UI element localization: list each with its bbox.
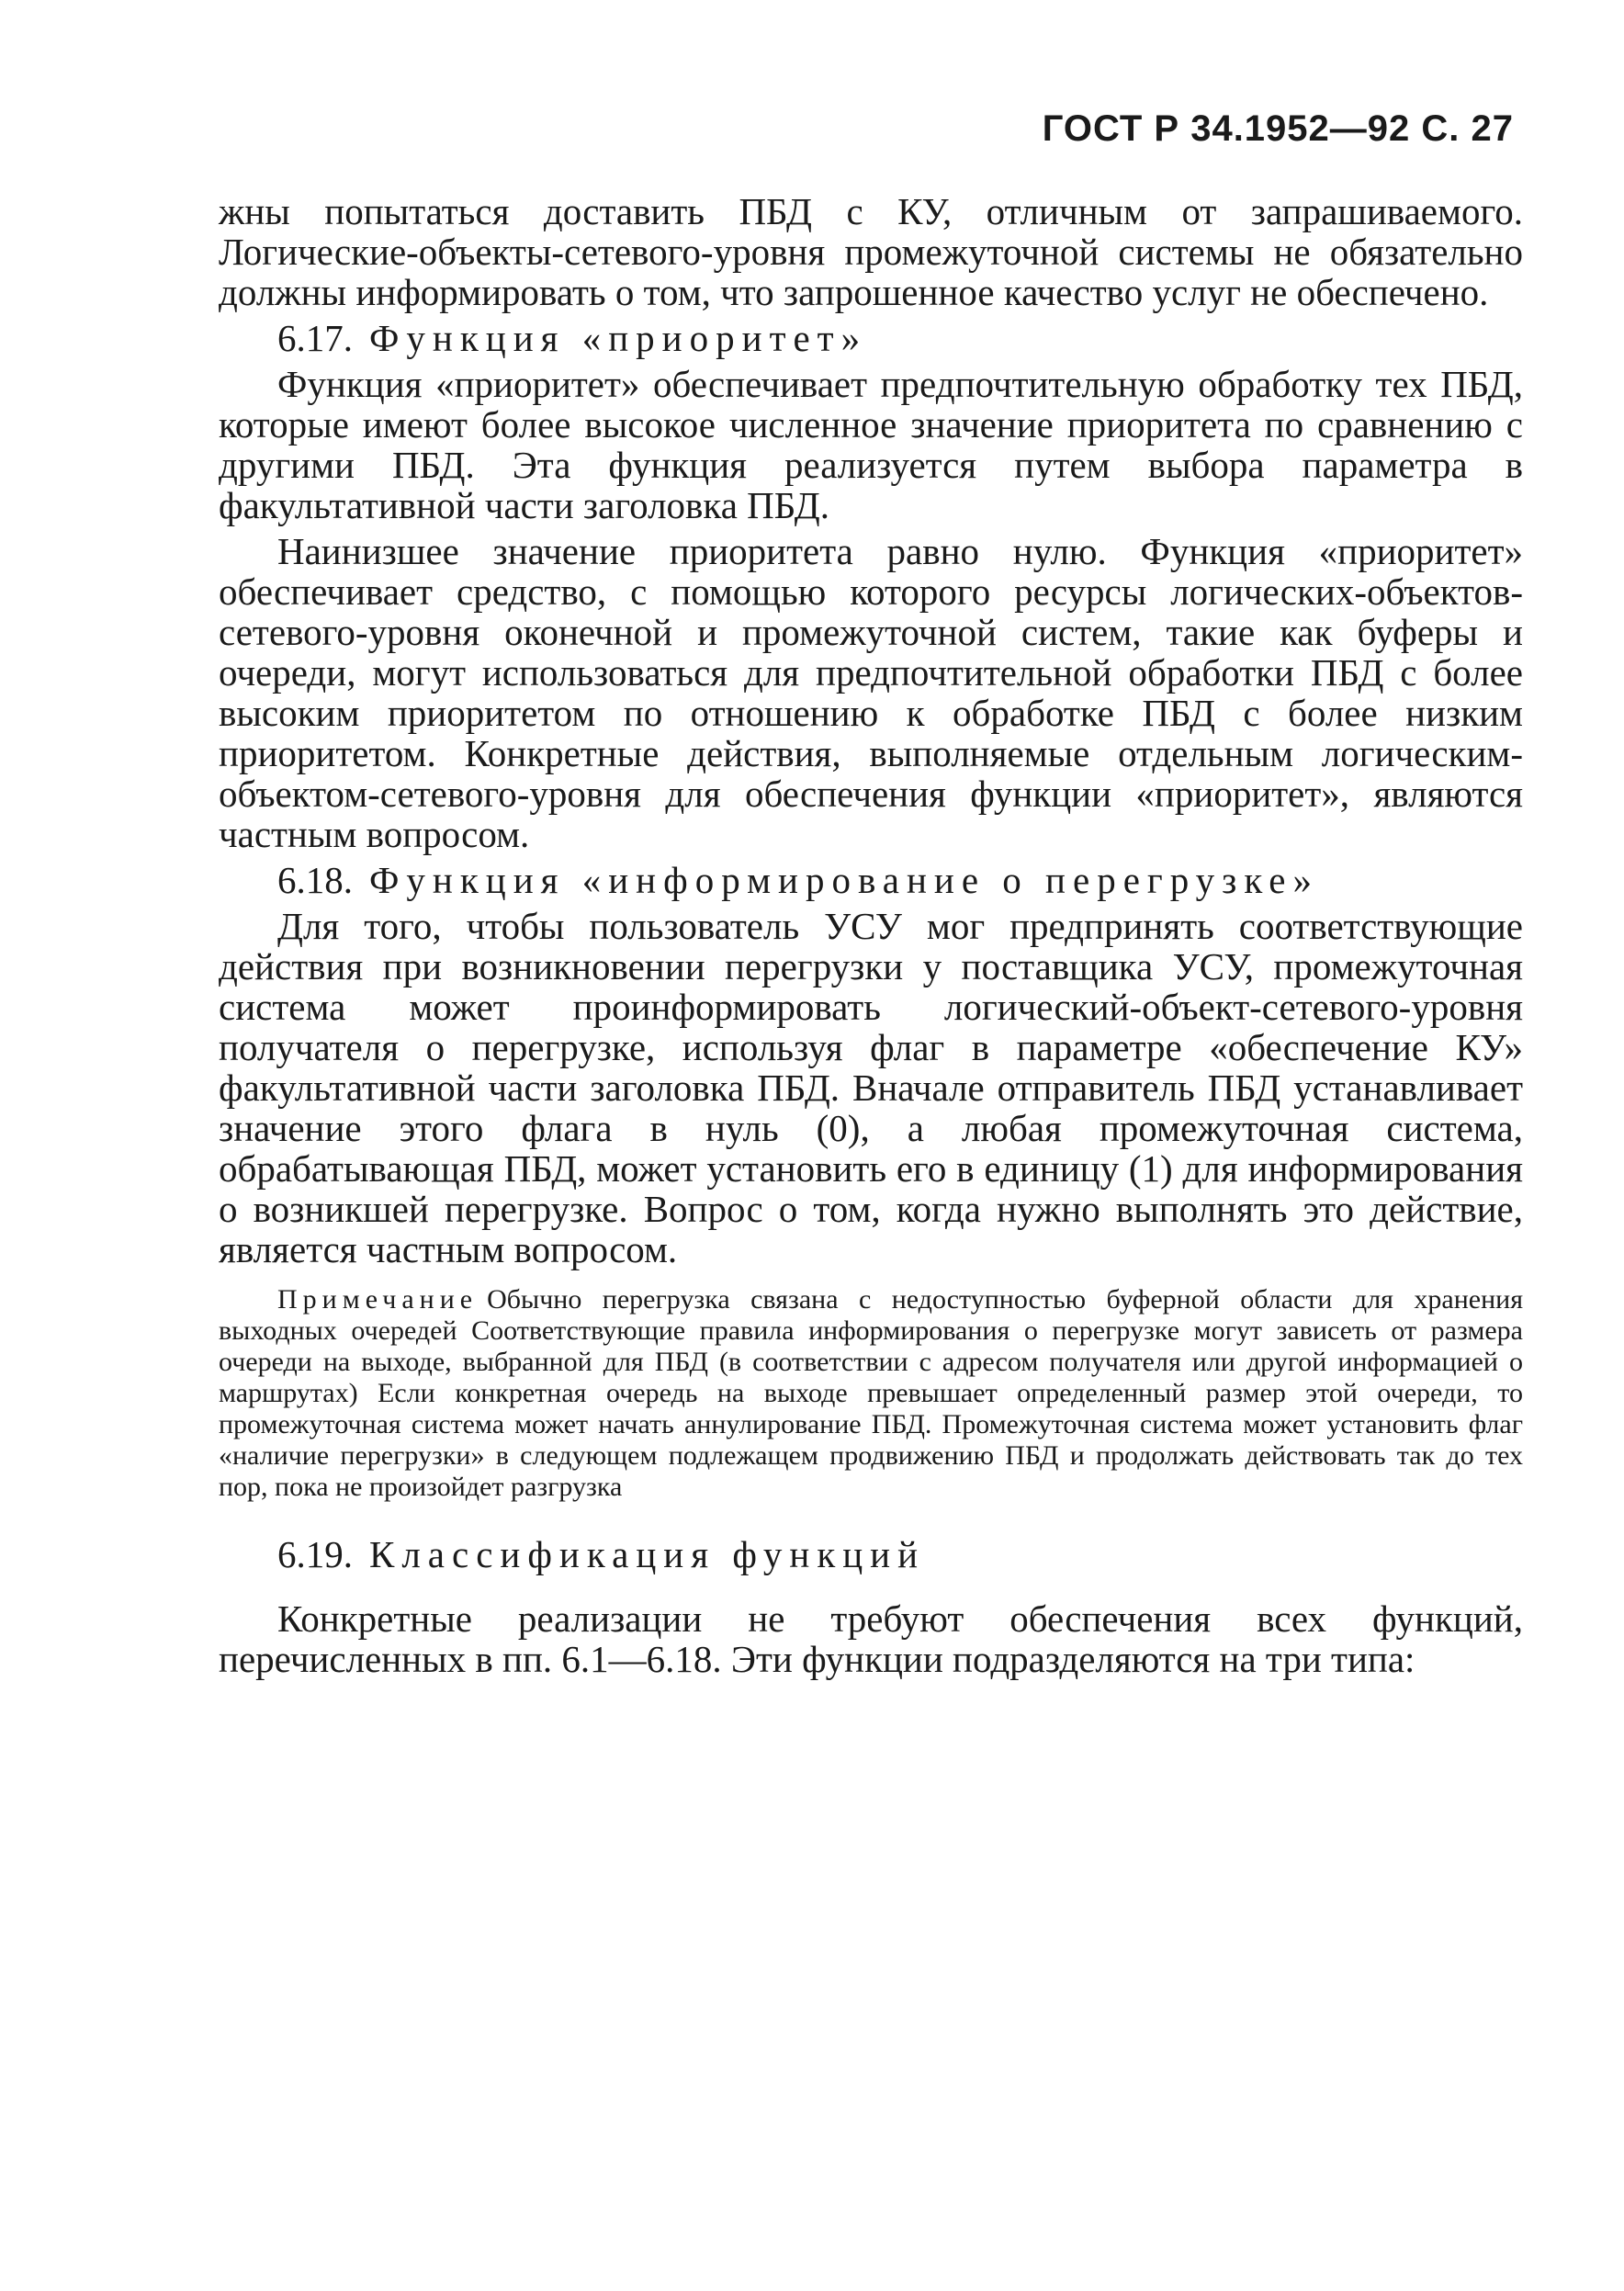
note-label: Примечание	[277, 1284, 479, 1315]
page-header: ГОСТ Р 34.1952—92 С. 27	[1042, 108, 1514, 149]
section-6-19-title: Классификация функций	[369, 1533, 926, 1575]
section-6-19-heading	[219, 1534, 1523, 1574]
section-6-17-title: Функция «приоритет»	[369, 317, 868, 359]
section-6-18-number: 6.18.	[277, 859, 353, 901]
section-6-17-number: 6.17.	[277, 317, 353, 359]
paragraph-continuation: жны попытаться доставить ПБД с КУ, отличным от запрашиваемого. Логические-объекты-сетевого-уровня промежуточной системы не обязательно должны информировать о том, что запрошенное качество услуг не обеспечено.	[219, 190, 1523, 313]
section-6-17-heading	[219, 318, 1523, 358]
section-6-19-number: 6.19.	[277, 1533, 353, 1575]
section-6-18-heading	[219, 860, 1523, 900]
page-content	[219, 191, 1523, 1679]
note-text: Обычно перегрузка связана с недоступностью буферной области для хранения выходных очередей Соответствующие правила информирования о перегрузке могут зависеть от размера очереди на выходе, выбранной для ПБД (в соответствии с адресом получателя или другой информацией о маршрутах) Если конкретная очередь на выходе превышает определенный размер этой очереди, то промежуточная система может начать аннулирование ПБД. Промежуточная система может установить флаг «наличие перегрузки» в следующем подлежащем продвижению ПБД и продолжать действовать так до тех пор, пока не произойдет разгрузка	[219, 1284, 1523, 1502]
section-6-18-title: Функция «информирование о перегрузке»	[369, 859, 1319, 901]
section-6-18-paragraph-1: Для того, чтобы пользователь УСУ мог предпринять соответствующие действия при возникновении перегрузки у поставщика УСУ, промежуточная система может проинформировать логический-объект-сетевого-уровня получателя о перегрузке, используя флаг в параметре «обеспечение КУ» факультативной части заголовка ПБД. Вначале отправитель ПБД устанавливает значение этого флага в нуль (0), а любая промежуточная система, обрабатывающая ПБД, может установить его в единицу (1) для информирования о возникшей перегрузке. Вопрос о том, когда нужно выполнять это действие, является частным вопросом.	[219, 905, 1523, 1270]
section-6-17-paragraph-2: Наинизшее значение приоритета равно нулю. Функция «приоритет» обеспечивает средство, с помощью которого ресурсы логических-объектов-сетевого-уровня оконечной и промежуточной систем, такие как буферы и очереди, могут использоваться для предпочтительной обработки ПБД с более высоким приоритетом по отношению к обработке ПБД с более низким приоритетом. Конкретные действия, выполняемые отдельным логическим-объектом-сетевого-уровня для обеспечения функции «приоритет», являются частным вопросом.	[219, 530, 1523, 855]
section-6-17-paragraph-1: Функция «приоритет» обеспечивает предпочтительную обработку тех ПБД, которые имеют более высокое численное значение приоритета по сравнению с другими ПБД. Эта функция реализуется путем выбора параметра в факультативной части заголовка ПБД.	[219, 363, 1523, 526]
section-6-19-paragraph-1: Конкретные реализации не требуют обеспечения всех функций, перечисленных в пп. 6.1—6.18. Эти функции подразделяются на три типа:	[219, 1597, 1523, 1680]
note-block	[219, 1284, 1523, 1503]
